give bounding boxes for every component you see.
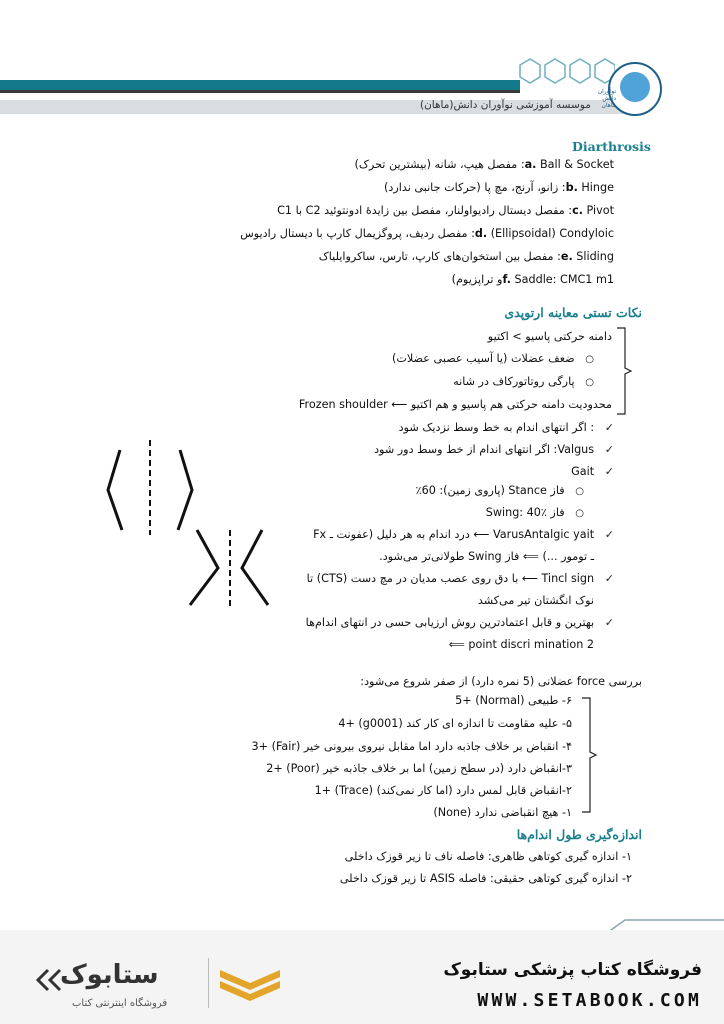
brace-item-1: ○ ضعف عضلات (یا آسیب عصبی عضلات) — [391, 352, 594, 365]
circle-bullet-icon: ○ — [585, 377, 594, 388]
brace-item-2: ○ پارگی روتاتورکاف در شانه — [453, 375, 594, 388]
logo-caption: نوآوران دانش ماهان — [597, 88, 616, 109]
diarthrosis-item-b: b. Hinge: زانو، آرنج، مچ پا (حرکات جانبی ندارد) — [383, 181, 614, 194]
force-grade-2: ۲-انقباض قابل لمس دارد (اما کار نمی‌کند) (Trace) +1 — [314, 784, 572, 797]
circle-bullet-icon: ○ — [575, 486, 584, 497]
book-logo-icon — [220, 965, 280, 1005]
check-best-cont: 2 point discri mination ⟸ — [448, 638, 594, 651]
circle-bullet-icon: ○ — [575, 508, 584, 519]
force-grade-5: ۵- علیه مقاومت تا اندازه ای کار کند (g0001) +4 — [338, 717, 572, 730]
limb-item-2: ۲- اندازه گیری کوتاهی حقیقی: فاصله ASIS تا زیر قوزک داخلی — [339, 872, 632, 885]
header-band — [0, 80, 520, 90]
diarthrosis-item-c: c. Pivot: مفصل دیستال رادیواولنار، مفصل بین زایدهٔ ادونتوئید C2 با C1 — [277, 204, 614, 217]
force-grade-4: ۴- انقباض بر خلاف جاذبه دارد اما مقابل نیروی بیرونی خیر (Fair) +3 — [251, 740, 572, 753]
checkmark-icon: ✓ — [604, 528, 614, 541]
ortho-title: نکات تستی معاینه ارتوپدی — [504, 305, 642, 320]
gait-sub-1: ○ فاز Stance (پاروی زمین): 60٪ — [415, 484, 584, 497]
varus-valgus-diagram — [100, 440, 280, 620]
diarthrosis-item-a: a. Ball & Socket: مفصل هیپ، شانه (بیشترین تحرک) — [354, 158, 614, 171]
limb-title: اندازه‌گیری طول اندام‌ها — [516, 827, 642, 842]
diarthrosis-item-d: d. (Ellipsoidal) Condyloic: مفصل ردیف، پروگزیمال کارپ با دیستال رادیوس — [240, 227, 614, 240]
footer-logo-subtitle: فروشگاه اینترنتی کتاب — [72, 998, 168, 1009]
brace-right — [615, 326, 635, 416]
diarthrosis-title: Diarthrosis — [572, 139, 651, 154]
brace-head: دامنه حرکتی پاسیو > اکتیو — [487, 330, 612, 343]
check-best: ✓ بهترین و قابل اعتمادترین روش ارزیابی حسی در انتهای اندام‌ها — [305, 616, 614, 629]
check-tinel-cont: نوک انگشتان تیر می‌کشد — [477, 594, 594, 607]
brace-tail: محدودیت دامنه حرکتی هم پاسیو و هم اکتیو ⟵ Frozen shoulder — [298, 398, 612, 411]
footer-divider — [208, 958, 209, 1008]
checkmark-icon: ✓ — [604, 421, 614, 434]
limb-item-1: ۱- اندازه گیری کوتاهی ظاهری: فاصله ناف تا زیر قوزک داخلی — [344, 850, 632, 863]
chevrons-icon — [36, 968, 66, 992]
check-varus: ✓ VarusAntalgic yait ⟵ درد اندام به هر دلیل (عفونت ـ Fx — [313, 528, 614, 541]
header-band-dark — [0, 90, 520, 93]
check-item-3: ✓ Gait — [571, 465, 614, 478]
checkmark-icon: ✓ — [604, 572, 614, 585]
force-grade-1: ۱- هیچ انقباضی ندارد (None) — [433, 806, 572, 819]
footer-store-title: فروشگاه کتاب پزشکی ستابوک — [443, 960, 702, 980]
force-intro: بررسی force عضلانی (5 نمره دارد) از صفر شروع می‌شود: — [360, 675, 642, 688]
check-varus-cont: ـ تومور ...) ⟸ فاز Swing طولانی‌تر می‌شود. — [379, 550, 594, 563]
force-grade-3: ۳-انقباض دارد (در سطح زمین) اما بر خلاف جاذبه خیر (Poor) +2 — [266, 762, 572, 775]
diarthrosis-item-e: e. Sliding: مفصل بین استخوان‌های کارپ، تارس، ساکروایلیاک — [318, 250, 614, 263]
force-brace — [580, 696, 600, 814]
check-item-1: ✓ : اگر انتهای اندام به خط وسط نزدیک شود — [398, 421, 614, 434]
footer-url[interactable]: WWW.SETABOOK.COM — [477, 990, 702, 1011]
check-tinel: ✓ Tincl sign ⟵ با دق روی عصب مدیان در مچ دست (CTS) تا — [306, 572, 614, 585]
check-item-2: ✓ Valgus: اگر انتهای اندام از خط وسط دور شود — [374, 443, 614, 456]
checkmark-icon: ✓ — [604, 616, 614, 629]
checkmark-icon: ✓ — [604, 443, 614, 456]
force-grade-6: ۶- طبیعی (Normal) +5 — [455, 694, 572, 707]
footer-logo-text: ستابوک — [60, 960, 159, 990]
gait-sub-2: ○ فاز Swing: 40٪ — [485, 506, 584, 519]
institute-name: موسسه آموزشی نوآوران دانش(ماهان) — [420, 99, 591, 111]
checkmark-icon: ✓ — [604, 465, 614, 478]
circle-bullet-icon: ○ — [585, 354, 594, 365]
diarthrosis-item-f: f. Saddle: CMC1 m1و تراپزیوم) — [451, 273, 614, 286]
institute-logo — [608, 62, 662, 116]
